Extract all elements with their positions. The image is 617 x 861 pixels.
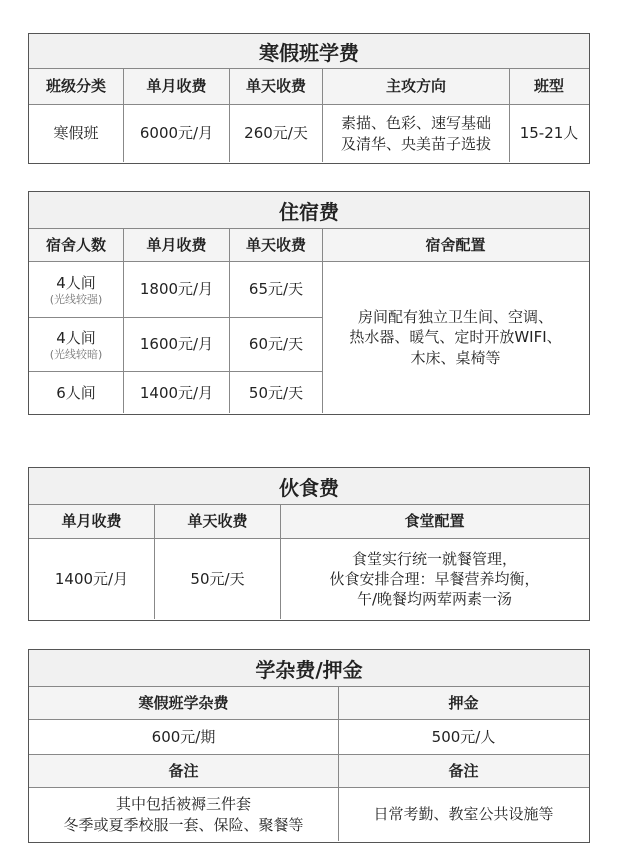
housing-row xyxy=(29,371,322,413)
tuition-header-class: 班级分类 xyxy=(45,77,106,96)
food-header-row xyxy=(29,504,589,538)
housing-header-month: 单月收费 xyxy=(123,229,229,261)
tuition-data-row xyxy=(29,104,589,162)
housing-row xyxy=(29,262,322,317)
misc-table xyxy=(28,649,590,843)
housing-title xyxy=(29,192,589,228)
housing-room-note: (光线较强) xyxy=(49,292,103,306)
housing-room-cell xyxy=(29,262,123,317)
tuition-header-row xyxy=(29,68,589,104)
housing-header-config: 宿舍配置 xyxy=(322,229,588,261)
misc-title-text: 学杂费/押金 xyxy=(255,657,363,682)
housing-row xyxy=(29,317,322,372)
tuition-header-focus: 主攻方向 xyxy=(322,69,509,104)
tuition-size-value: 15-21人 xyxy=(509,105,588,162)
housing-config-value: 房间配有独立卫生间、空调、 热水器、暖气、定时开放WIFI、 木床、桌椅等 xyxy=(322,262,588,413)
food-day-value: 50元/天 xyxy=(154,539,280,619)
food-month-value: 1400元/月 xyxy=(54,569,129,588)
misc-header-row xyxy=(29,686,589,719)
housing-day-value: 50元/天 xyxy=(229,372,322,413)
tuition-class-value: 寒假班 xyxy=(53,124,99,143)
misc-fee-note: 其中包括被褥三件套 冬季或夏季校服一套、保险、聚餐等 xyxy=(63,795,304,834)
housing-table xyxy=(28,191,590,415)
food-table xyxy=(28,467,590,621)
tuition-table xyxy=(28,33,590,164)
housing-room-name: 4人间 xyxy=(56,273,96,292)
misc-fee-value: 600元/期 xyxy=(151,727,216,746)
misc-note-header-row xyxy=(29,754,589,787)
misc-header-deposit: 押金 xyxy=(338,687,588,719)
housing-month-value: 1400元/月 xyxy=(123,372,229,413)
housing-header-row xyxy=(29,228,589,261)
misc-note-header-fee: 备注 xyxy=(168,761,199,780)
housing-day-value: 60元/天 xyxy=(229,318,322,372)
tuition-header-size: 班型 xyxy=(509,69,588,104)
misc-deposit-note: 日常考勤、教室公共设施等 xyxy=(338,788,588,841)
housing-room-name: 4人间 xyxy=(56,328,96,347)
misc-header-fee: 寒假班学杂费 xyxy=(138,693,229,712)
food-title xyxy=(29,468,589,504)
food-data-row xyxy=(29,538,589,619)
housing-day-value: 65元/天 xyxy=(229,262,322,317)
tuition-header-day: 单天收费 xyxy=(229,69,322,104)
housing-month-value: 1600元/月 xyxy=(123,318,229,372)
food-config-value: 食堂实行统一就餐管理， 伙食安排合理：早餐营养均衡， 午/晚餐均两荤两素一汤 xyxy=(280,539,588,619)
misc-note-header-deposit: 备注 xyxy=(338,755,588,787)
misc-title xyxy=(29,650,589,686)
housing-header-day: 单天收费 xyxy=(229,229,322,261)
food-header-month: 单月收费 xyxy=(61,512,122,531)
housing-header-room: 宿舍人数 xyxy=(45,235,106,254)
food-header-day: 单天收费 xyxy=(154,505,280,538)
housing-body xyxy=(29,261,589,413)
food-title-text: 伙食费 xyxy=(279,475,339,500)
housing-room-cell xyxy=(29,318,123,372)
misc-value-row xyxy=(29,719,589,754)
tuition-month-value: 6000元/月 xyxy=(123,105,229,162)
housing-room-name: 6人间 xyxy=(56,383,96,402)
housing-title-text: 住宿费 xyxy=(279,199,339,224)
tuition-title xyxy=(29,34,589,68)
tuition-focus-value: 素描、色彩、速写基础 及清华、央美苗子选拔 xyxy=(322,105,509,162)
misc-deposit-value: 500元/人 xyxy=(338,720,588,754)
tuition-header-month: 单月收费 xyxy=(123,69,229,104)
housing-room-note: (光线较暗) xyxy=(49,347,103,361)
misc-note-row xyxy=(29,787,589,841)
tuition-title-text: 寒假班学费 xyxy=(259,40,359,65)
tuition-day-value: 260元/天 xyxy=(229,105,322,162)
food-header-config: 食堂配置 xyxy=(280,505,588,538)
housing-month-value: 1800元/月 xyxy=(123,262,229,317)
